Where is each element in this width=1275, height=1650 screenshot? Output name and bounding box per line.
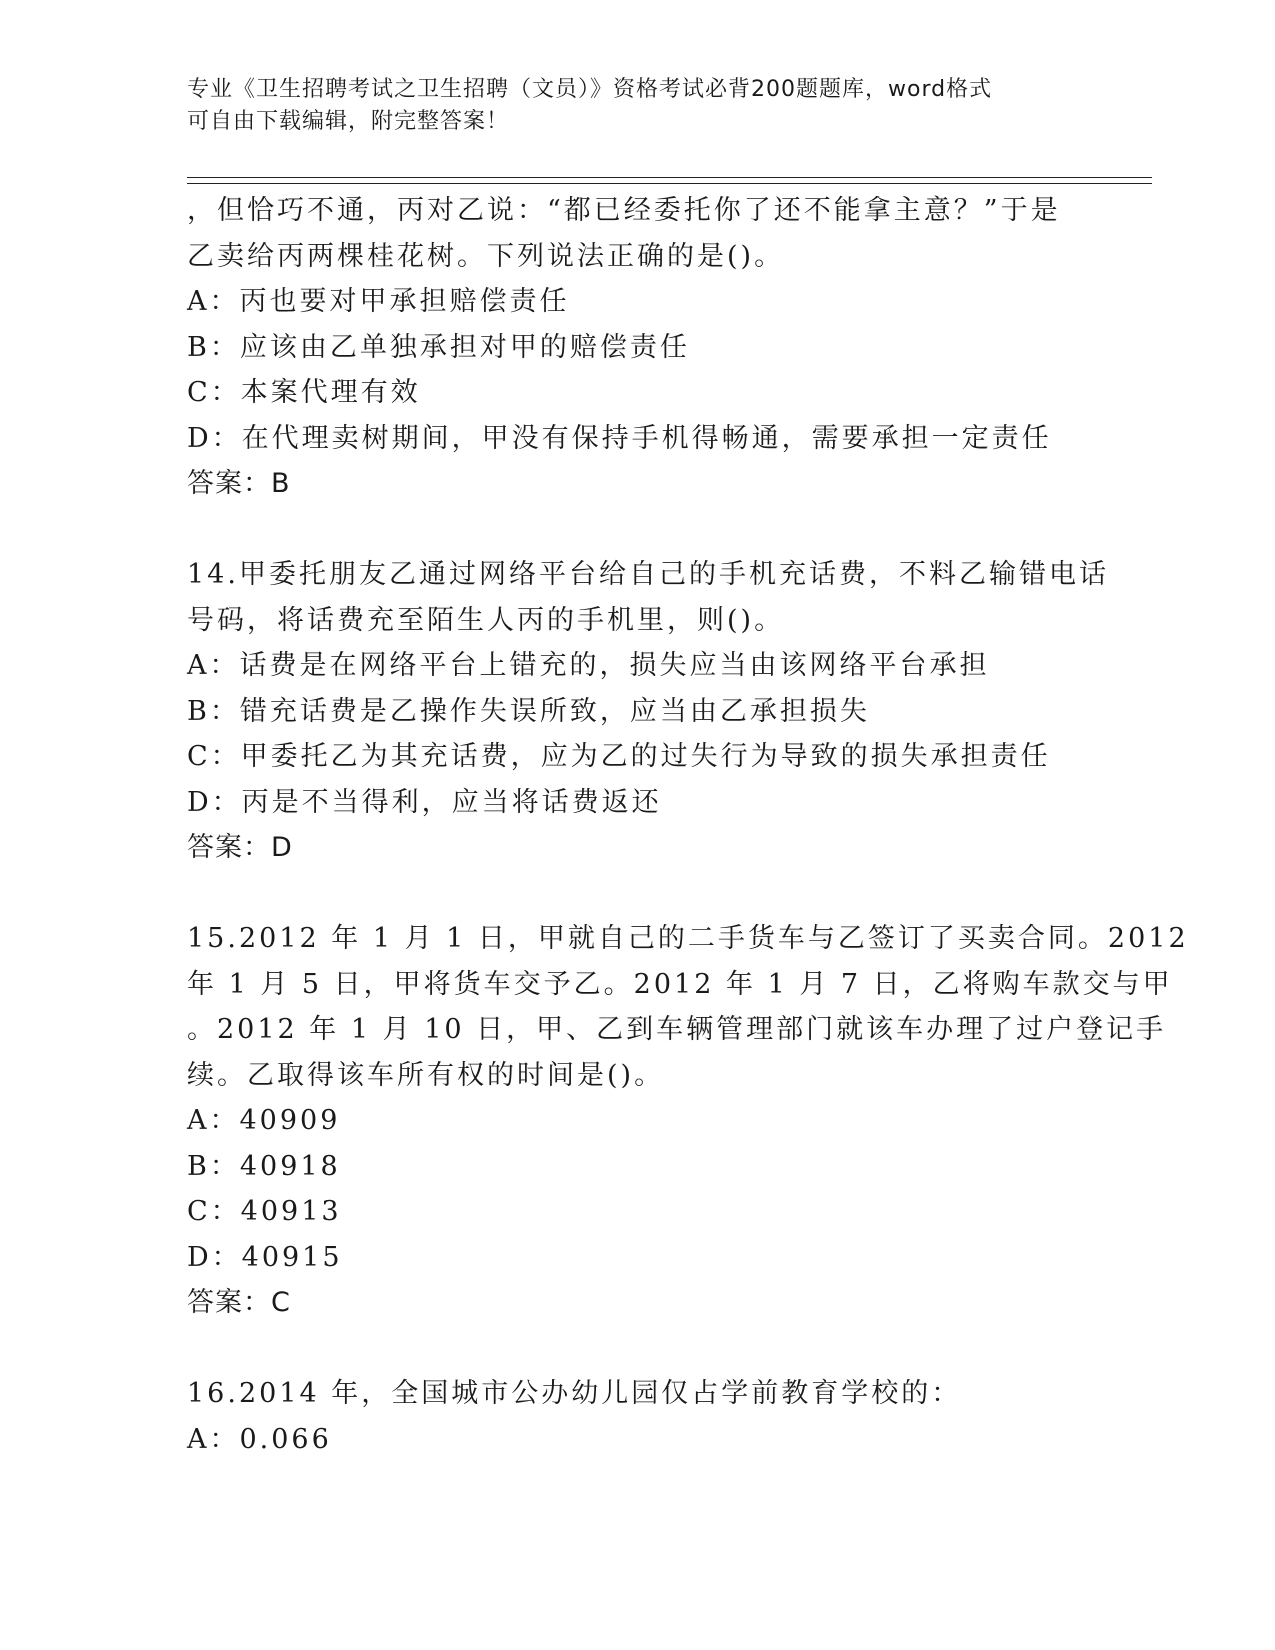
question-15-option-b: B：40918 — [187, 1150, 341, 1182]
question-16-stem-1: 16.2014 年，全国城市公办幼儿园仅占学前教育学校的： — [187, 1378, 962, 1409]
question-15-option-c: C：40913 — [187, 1196, 342, 1227]
question-14-block — [187, 552, 1109, 871]
header-title-line-1: 专业《卫生招聘考试之卫生招聘（文员）》资格考试必背200题题库，word格式 — [187, 77, 993, 102]
question-15-stem-4: 续。乙取得该车所有权的时间是()。 — [187, 1059, 665, 1091]
question-14-stem-2: 号码，将话费充至陌生人丙的手机里，则()。 — [187, 604, 785, 636]
question-13-option-d: D：在代理卖树期间，甲没有保持手机得畅通，需要承担一定责任 — [187, 422, 1052, 454]
question-list — [187, 188, 1189, 1462]
question-15-stem-1: 15.2012 年 1 月 1 日，甲就自己的二手货车与乙签订了买卖合同。2012 — [187, 923, 1189, 954]
question-14-stem-1: 14.甲委托朋友乙通过网络平台给自己的手机充话费，不料乙输错电话 — [187, 559, 1109, 590]
question-15-block — [187, 916, 1189, 1326]
question-15-stem-2: 年 1 月 5 日，甲将货车交予乙。2012 年 1 月 7 日，乙将购车款交与甲 — [187, 968, 1173, 1000]
question-13-option-b: B：应该由乙单独承担对甲的赔偿责任 — [187, 331, 690, 363]
question-13-stem-continued-1: ，但恰巧不通，丙对乙说：“都已经委托你了还不能拿主意？”于是 — [187, 195, 1061, 226]
question-15-option-a: A：40909 — [187, 1105, 341, 1136]
question-16-block — [187, 1371, 1087, 1462]
spacer — [187, 507, 1087, 553]
question-15-answer: 答案：C — [187, 1287, 291, 1318]
question-15-stem-3: 。2012 年 1 月 10 日，甲、乙到车辆管理部门就该车办理了过户登记手 — [187, 1014, 1167, 1045]
question-14-option-a: A：话费是在网络平台上错充的，损失应当由该网络平台承担 — [187, 650, 990, 681]
question-13-option-c: C：本案代理有效 — [187, 377, 421, 408]
question-13-block — [187, 188, 1087, 507]
question-13-answer: 答案：B — [187, 468, 291, 499]
header-title-line-2: 可自由下载编辑，附完整答案！ — [187, 109, 510, 134]
question-14-option-d: D：丙是不当得利，应当将话费返还 — [187, 786, 662, 818]
question-13-option-a: A：丙也要对甲承担赔偿责任 — [187, 286, 570, 317]
document-header — [187, 74, 1087, 138]
spacer — [187, 871, 1087, 917]
spacer — [187, 1326, 1087, 1372]
header-divider-top — [187, 177, 1152, 178]
question-16-option-a: A：0.066 — [187, 1423, 332, 1455]
question-14-option-c: C：甲委托乙为其充话费，应为乙的过失行为导致的损失承担责任 — [187, 741, 1051, 772]
question-14-answer: 答案：D — [187, 832, 293, 863]
question-15-option-d: D：40915 — [187, 1241, 343, 1273]
question-13-stem-continued-2: 乙卖给丙两棵桂花树。下列说法正确的是()。 — [187, 240, 785, 272]
question-14-option-b: B：错充话费是乙操作失误所致，应当由乙承担损失 — [187, 695, 870, 727]
header-divider-bottom — [187, 183, 1152, 184]
